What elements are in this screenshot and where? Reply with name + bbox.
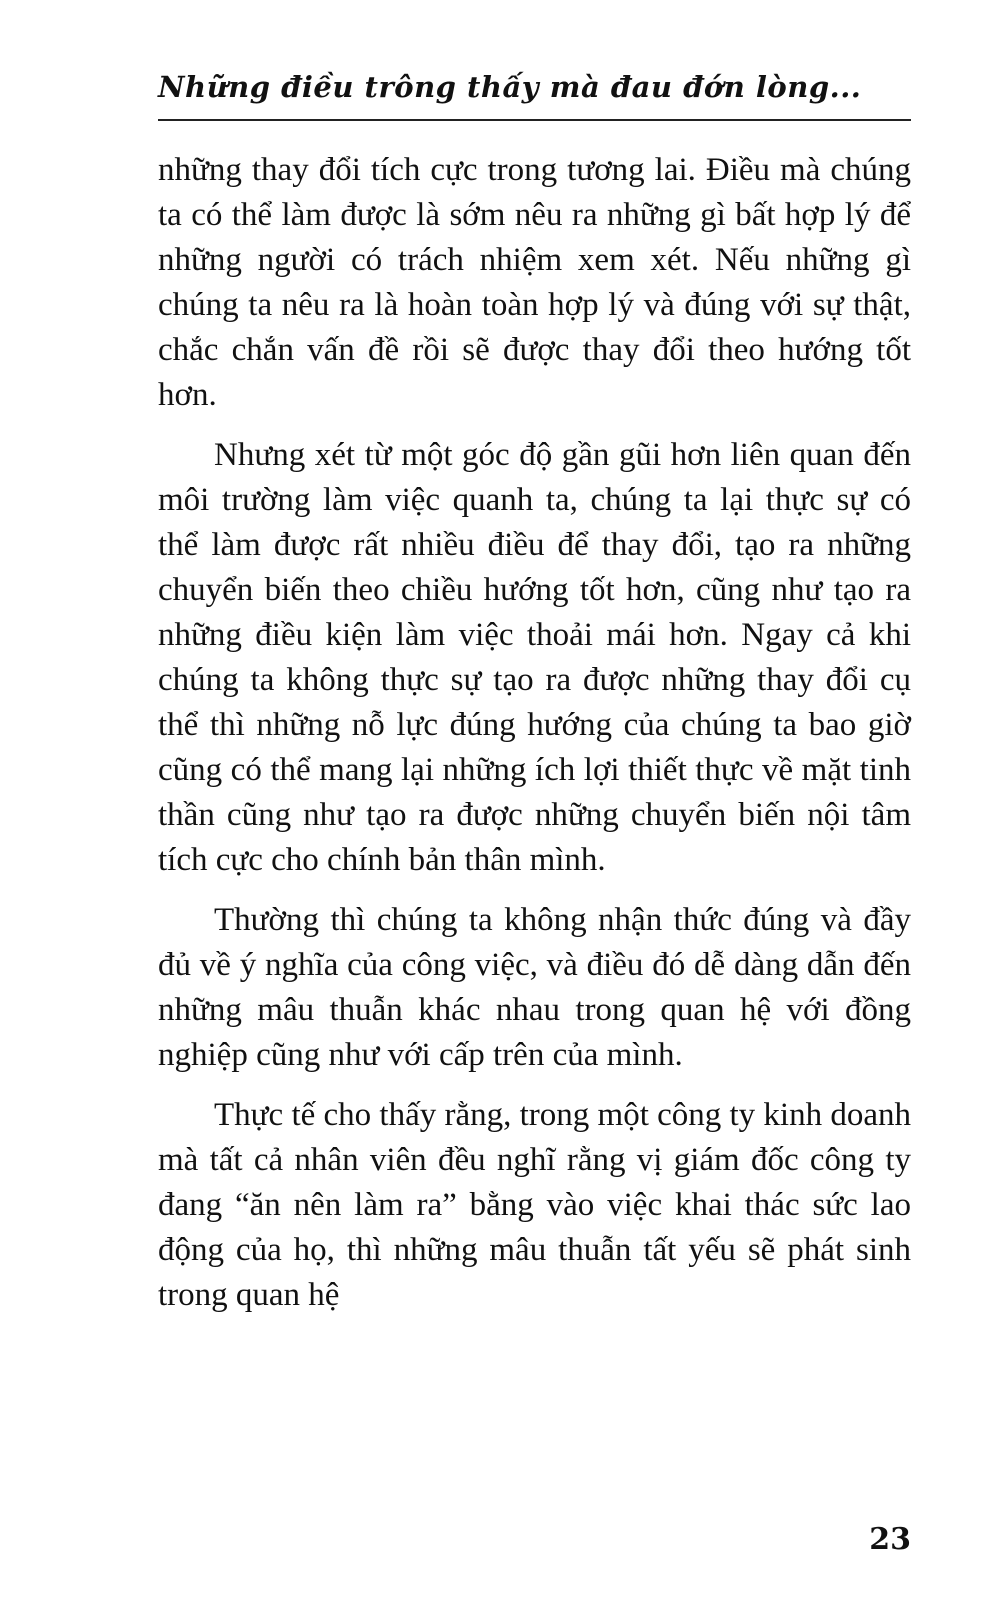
header-divider [158,119,911,121]
running-header-title: Những điều trông thấy mà đau đớn lòng... [158,70,862,104]
paragraph: Thực tế cho thấy rằng, trong một công ty kinh doanh mà tất cả nhân viên đều nghĩ rằng vị giám đốc công ty đang “ăn nên làm ra” bằng vào việc khai thác sức lao động của họ, thì những mâu thuẫn tất yếu sẽ phát sinh trong quan hệ [158,1097,911,1313]
paragraph: Thường thì chúng ta không nhận thức đúng và đầy đủ về ý nghĩa của công việc, và điều đó dễ dàng dẫn đến những mâu thuẫn khác nhau trong quan hệ với đồng nghiệp cũng như với cấp trên của mình. [158,902,911,1073]
paragraph: Nhưng xét từ một góc độ gần gũi hơn liên quan đến môi trường làm việc quanh ta, chúng ta lại thực sự có thể làm được rất nhiều điều để thay đổi, tạo ra những chuyển biến theo chiều hướng tốt hơn, cũng như tạo ra những điều kiện làm việc thoải mái hơn. Ngay cả khi chúng ta không thực sự tạo ra được những thay đổi cụ thể thì những nỗ lực đúng hướng của chúng ta bao giờ cũng có thể mang lại những ích lợi thiết thực về mặt tinh thần cũng như tạo ra được những chuyển biến nội tâm tích cực cho chính bản thân mình. [158,437,911,878]
paragraph-continued: những thay đổi tích cực trong tương lai. Điều mà chúng ta có thể làm được là sớm nêu ra những gì bất hợp lý để những người có trách nhiệm xem xét. Nếu những gì chúng ta nêu ra là hoàn toàn hợp lý và đúng với sự thật, chắc chắn vấn đề rồi sẽ được thay đổi theo hướng tốt hơn. [158,152,911,413]
body-text [158,148,911,1333]
page-number: 23 [869,1522,911,1557]
